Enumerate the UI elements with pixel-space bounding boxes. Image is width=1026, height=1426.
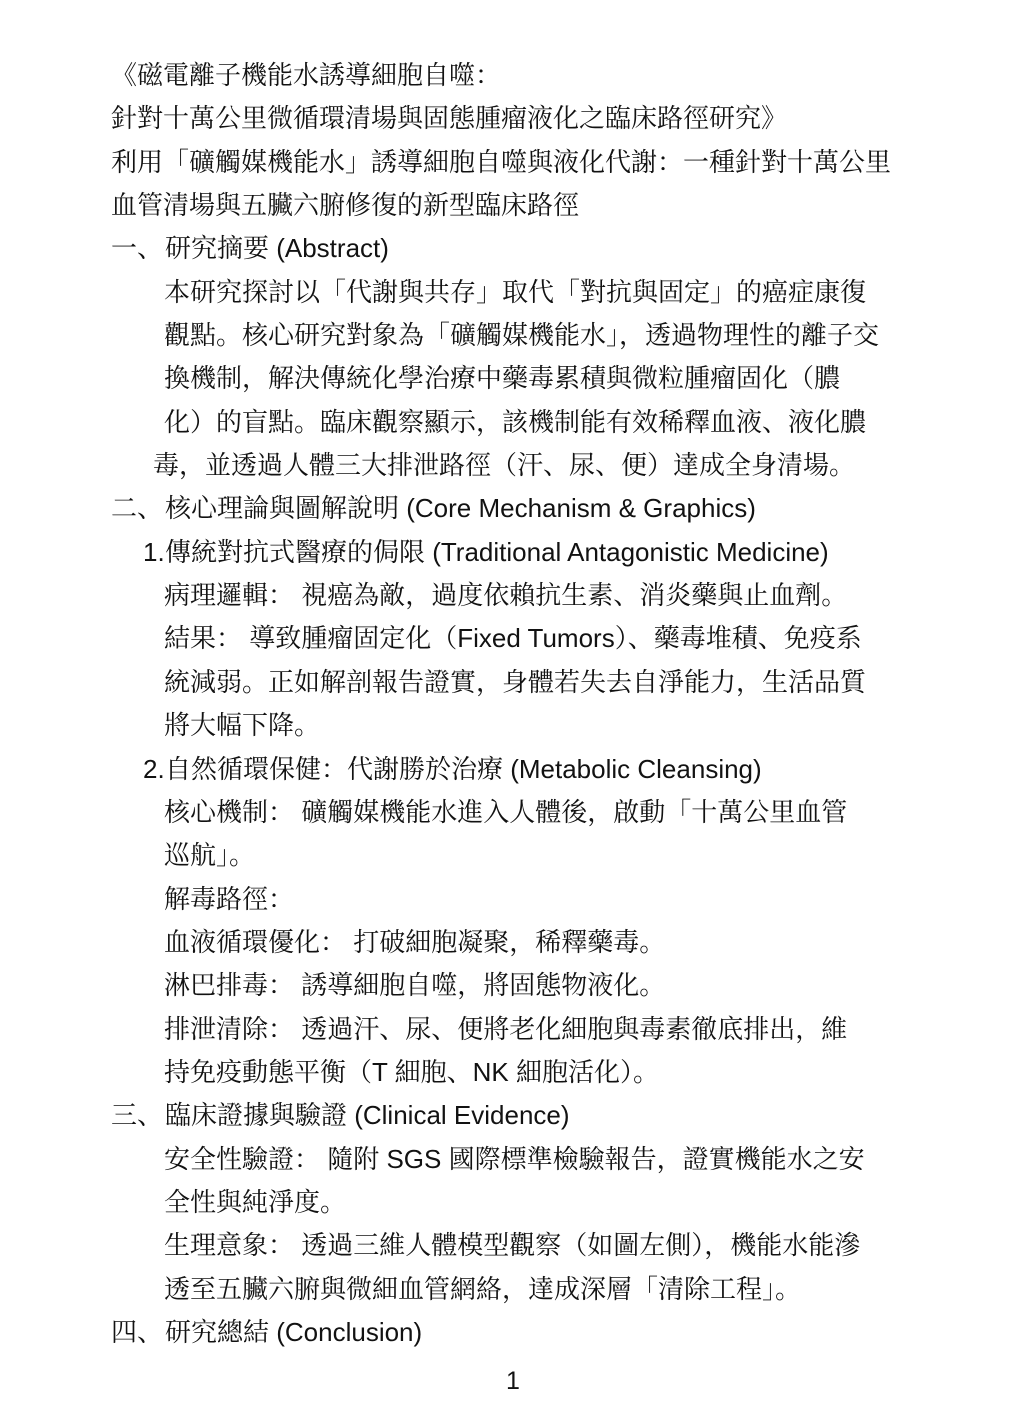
section-heading-line [0,748,1026,791]
text-line: 毒，並透過人體三大排泄路徑（汗、尿、便）達成全身清場。 [153,450,856,481]
section-heading-line [0,1094,1026,1137]
list-marker: 一、 [111,233,164,264]
text-line: 排泄清除： 透過汗、尿、便將老化細胞與毒素徹底排出，維 [164,1013,848,1044]
list-marker: 二、 [111,493,164,524]
list-marker: 四、 [111,1316,164,1347]
heading-text: 自然循環保健：代謝勝於治療 (Metabolic Cleansing) [165,753,762,784]
list-marker: 三、 [111,1100,164,1131]
heading-text: 研究總結 (Conclusion) [165,1316,423,1347]
text-line: 透至五臟六腑與微細血管網絡，達成深層「清除工程」。 [164,1273,802,1304]
text-line: 化）的盲點。臨床觀察顯示，該機制能有效稀釋血液、液化膿 [164,406,867,437]
text-line: 將大幅下降。 [164,710,321,741]
text-line: 安全性驗證： 隨附 SGS 國際標準檢驗報告，證實機能水之安 [164,1143,865,1174]
heading-text: 傳統對抗式醫療的侷限 (Traditional Antagonistic Medicine) [165,536,829,567]
text-line: 解毒路徑： [164,883,295,914]
text-line: 血液循環優化： 打破細胞凝聚，稀釋藥毒。 [164,926,666,957]
section-heading-line [0,487,1026,530]
text-line: 全性與純淨度。 [164,1186,347,1217]
document-title-line: 針對十萬公里微循環清場與固態腫瘤液化之臨床路徑研究》 [111,103,788,134]
section-heading-line [0,531,1026,574]
document-body [0,54,1026,1354]
section-heading-line [0,227,1026,270]
text-line: 結果： 導致腫瘤固定化（Fixed Tumors）、藥毒堆積、免疫系 [164,623,862,654]
text-line: 本研究探討以「代謝與共存」取代「對抗與固定」的癌症康復 [164,276,867,307]
list-marker: 1. [143,536,165,567]
heading-text: 核心理論與圖解說明 (Core Mechanism & Graphics) [165,493,756,524]
text-line: 巡航」。 [164,840,256,871]
text-line: 觀點。核心研究對象為「礦觸媒機能水」，透過物理性的離子交 [164,320,880,351]
document-title-line: 《磁電離子機能水誘導細胞自噬： [111,60,502,90]
text-line: 病理邏輯： 視癌為敵，過度依賴抗生素、消炎藥與止血劑。 [164,580,848,611]
text-line: 持免疫動態平衡（T 細胞、NK 細胞活化）。 [164,1056,659,1087]
text-line: 換機制，解決傳統化學治療中藥毒累積與微粒腫瘤固化（膿 [164,363,841,394]
heading-text: 臨床證據與驗證 (Clinical Evidence) [165,1100,570,1131]
document-title-line: 血管清場與五臟六腑修復的新型臨床路徑 [111,190,580,221]
list-marker: 2. [143,753,165,784]
text-line: 淋巴排毒： 誘導細胞自噬，將固態物液化。 [164,970,666,1001]
text-line: 統減弱。正如解剖報告證實，身體若失去自淨能力，生活品質 [164,666,867,697]
text-line: 生理意象： 透過三維人體模型觀察（如圖左側），機能水能滲 [164,1230,861,1261]
page-number: 1 [506,1367,520,1395]
heading-text: 研究摘要 (Abstract) [165,233,389,264]
text-line: 核心機制： 礦觸媒機能水進入人體後，啟動「十萬公里血管 [164,796,848,827]
section-heading-line [0,1311,1026,1354]
document-title-line: 利用「礦觸媒機能水」誘導細胞自噬與液化代謝：一種針對十萬公里 [111,146,892,177]
